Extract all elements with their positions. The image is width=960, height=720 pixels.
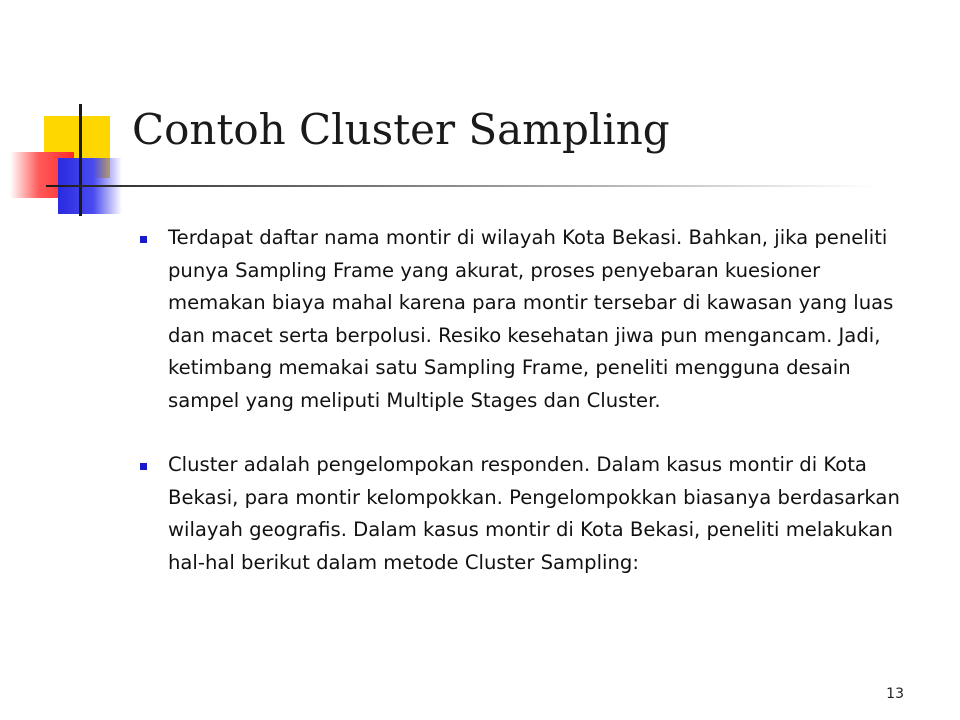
page-number: 13 bbox=[886, 686, 904, 702]
decor-vertical-line bbox=[79, 104, 82, 216]
bullet-text: Cluster adalah pengelompokan responden. Dalam kasus montir di Kota Bekasi, para montir kelompokkan. Pengelompokkan biasanya berdasarkan wilayah geografis. Dalam kasus montir di Kota Bekasi, peneliti melakukan hal-hal berikut dalam metode Cluster Sampling: bbox=[168, 453, 900, 574]
bullet-text: Terdapat daftar nama montir di wilayah Kota Bekasi. Bahkan, jika peneliti punya Sampling Frame yang akurat, proses penyebaran kuesioner memakan biaya mahal karena para montir tersebar di kawasan yang luas dan macet serta berpolusi. Resiko kesehatan jiwa pun mengancam. Jadi, ketimbang memakai satu Sampling Frame, peneliti mengguna desain sampel yang meliputi Multiple Stages dan Cluster. bbox=[168, 226, 894, 412]
bullet-list bbox=[128, 222, 918, 611]
list-item bbox=[128, 449, 918, 579]
list-item bbox=[128, 222, 918, 417]
title-underline bbox=[46, 185, 876, 187]
square-bullet-icon bbox=[140, 463, 147, 470]
slide-title: Contoh Cluster Sampling bbox=[132, 105, 670, 154]
square-bullet-icon bbox=[140, 236, 147, 243]
